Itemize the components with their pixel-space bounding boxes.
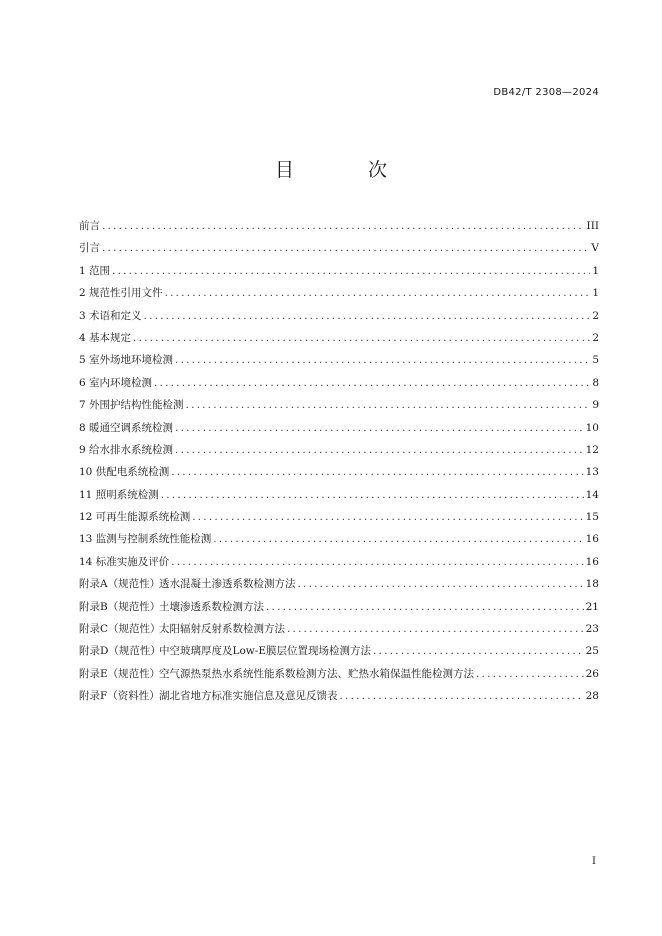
toc-appendix-entry[interactable] [79, 663, 599, 685]
toc-entry-page: 21 [585, 600, 599, 613]
toc-entry-page: 1 [592, 287, 599, 300]
appendix-title: 透水混凝土渗透系数检测方法 [159, 578, 296, 591]
toc-appendix-heading [79, 663, 474, 685]
leader-dots [133, 327, 590, 349]
toc-entry-page: V [591, 242, 599, 255]
toc-entry-page: 26 [585, 667, 599, 680]
toc-entry-label: 7 外围护结构性能检测 [79, 399, 184, 412]
toc-entry-page: 16 [585, 533, 599, 546]
toc-entry-label: 2 规范性引用文件 [79, 287, 163, 300]
leader-dots [144, 305, 591, 327]
leader-dots [102, 215, 585, 237]
toc-entry-page: 9 [592, 399, 599, 412]
toc-entry[interactable] [79, 528, 599, 550]
page-number: I [592, 856, 596, 867]
leader-dots [175, 417, 584, 439]
toc-entry[interactable] [79, 506, 599, 528]
leader-dots [171, 551, 583, 573]
appendix-title: 土壤渗透系数检测方法 [159, 600, 264, 613]
leader-dots [213, 528, 583, 550]
toc-entry-page: 18 [585, 578, 599, 591]
toc-entry-page: 10 [585, 421, 599, 434]
toc-entry[interactable] [79, 282, 599, 304]
toc-entry-label: 10 供配电系统检测 [79, 466, 170, 479]
toc-entry[interactable] [79, 551, 599, 573]
leader-dots [266, 596, 584, 618]
toc-entry[interactable] [79, 394, 599, 416]
leader-dots [192, 506, 583, 528]
toc-appendix-heading [79, 596, 264, 618]
leader-dots [175, 349, 590, 371]
appendix-title: 中空玻璃厚度及Low-E膜层位置现场检测方法 [159, 645, 371, 658]
appendix-label: 附录C（规范性） [79, 623, 161, 636]
toc-entry[interactable] [79, 305, 599, 327]
toc-entry-page: 23 [585, 623, 599, 636]
table-of-contents [79, 215, 599, 708]
leader-dots [287, 618, 584, 640]
toc-entry-label: 9 给水排水系统检测 [79, 443, 174, 456]
toc-entry[interactable] [79, 215, 599, 237]
leader-dots [298, 573, 584, 595]
toc-entry-label: 14 标准实施及评价 [79, 555, 170, 568]
appendix-label: 附录E（规范性） [79, 667, 161, 680]
toc-entry-page: 2 [592, 309, 599, 322]
toc-appendix-heading [79, 685, 338, 707]
toc-entry-page: 2 [592, 331, 599, 344]
toc-entry[interactable] [79, 327, 599, 349]
toc-entry-label: 1 范围 [79, 264, 111, 277]
toc-entry-page: 13 [585, 466, 599, 479]
toc-entry-page: 16 [585, 555, 599, 568]
leader-dots [476, 663, 584, 685]
toc-entry-page: 28 [585, 690, 599, 703]
leader-dots [175, 439, 584, 461]
toc-entry[interactable] [79, 461, 599, 483]
appendix-label: 附录F（资料性） [79, 690, 160, 703]
appendix-title: 太阳辐射反射系数检测方法 [159, 623, 285, 636]
toc-entry-label: 12 可再生能源系统检测 [79, 511, 191, 524]
toc-entry-page: 14 [585, 488, 599, 501]
toc-entry[interactable] [79, 439, 599, 461]
toc-entry-page: 1 [592, 264, 599, 277]
toc-entry[interactable] [79, 417, 599, 439]
toc-entry-page: 15 [585, 511, 599, 524]
toc-entry-page: III [586, 220, 599, 232]
leader-dots [102, 237, 589, 259]
toc-entry-page: 8 [592, 376, 599, 389]
toc-entry-label: 3 术语和定义 [79, 309, 142, 322]
toc-entry[interactable] [79, 237, 599, 259]
toc-entry[interactable] [79, 484, 599, 506]
toc-appendix-entry[interactable] [79, 640, 599, 662]
toc-entry[interactable] [79, 260, 599, 282]
toc-entry-label: 前言 [79, 220, 100, 232]
toc-appendix-heading [79, 618, 285, 640]
document-code: DB42/T 2308—2024 [493, 87, 599, 98]
appendix-label: 附录B（规范性） [79, 600, 161, 613]
appendix-label: 附录A（规范性） [79, 578, 161, 591]
leader-dots [340, 685, 584, 707]
toc-entry-page: 25 [585, 645, 599, 658]
toc-appendix-entry[interactable] [79, 573, 599, 595]
toc-entry-page: 12 [585, 443, 599, 456]
leader-dots [373, 640, 584, 662]
toc-entry-label: 6 室内环境检测 [79, 376, 153, 389]
page-title: 目 次 [274, 159, 422, 181]
toc-appendix-entry[interactable] [79, 596, 599, 618]
leader-dots [171, 461, 583, 483]
toc-entry-label: 4 基本规定 [79, 331, 132, 344]
toc-entry-label: 5 室外场地环境检测 [79, 354, 174, 367]
leader-dots [186, 394, 591, 416]
toc-entry[interactable] [79, 372, 599, 394]
leader-dots [165, 282, 591, 304]
toc-appendix-heading [79, 640, 371, 662]
leader-dots [154, 372, 590, 394]
toc-entry-page: 5 [592, 354, 599, 367]
toc-entry-label: 13 监测与控制系统性能检测 [79, 533, 212, 546]
toc-appendix-heading [79, 573, 296, 595]
toc-entry-label: 8 暖通空调系统检测 [79, 421, 174, 434]
appendix-title: 空气源热泵热水系统性能系数检测方法、贮热水箱保温性能检测方法 [159, 667, 474, 680]
toc-entry-label: 11 照明系统检测 [79, 488, 159, 501]
toc-entry-label: 引言 [79, 242, 100, 255]
toc-entry[interactable] [79, 349, 599, 371]
toc-appendix-entry[interactable] [79, 685, 599, 707]
appendix-title: 湖北省地方标准实施信息及意见反馈表 [159, 690, 338, 703]
leader-dots [112, 260, 590, 282]
leader-dots [161, 484, 584, 506]
appendix-label: 附录D（规范性） [79, 645, 161, 658]
toc-appendix-entry[interactable] [79, 618, 599, 640]
